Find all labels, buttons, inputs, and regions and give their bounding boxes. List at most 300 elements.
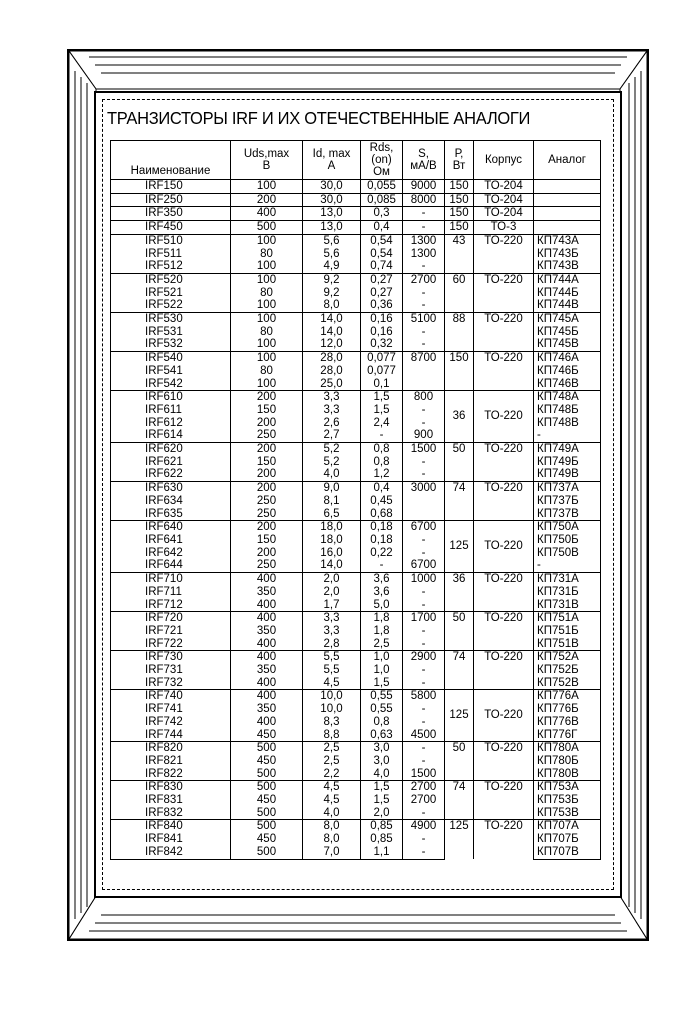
cell-id: 7,0 xyxy=(303,846,361,859)
transistor-table xyxy=(110,140,601,860)
cell-uds: 100 xyxy=(231,313,303,326)
cell-analog: КП707Б xyxy=(534,833,601,846)
cell-id: 5,2 xyxy=(303,456,361,469)
cell-name: IRF521 xyxy=(111,287,231,300)
cell-analog: КП737В xyxy=(534,508,601,521)
cell-case: ТО-220 xyxy=(474,313,534,352)
cell-id: 8,8 xyxy=(303,729,361,742)
cell-name: IRF640 xyxy=(111,521,231,534)
cell-id: 10,0 xyxy=(303,690,361,703)
cell-name: IRF614 xyxy=(111,429,231,442)
cell-s: - xyxy=(403,807,445,820)
cell-analog: КП731В xyxy=(534,599,601,612)
cell-id: 2,7 xyxy=(303,429,361,442)
cell-rds: 1,1 xyxy=(361,846,403,859)
cell-uds: 500 xyxy=(231,742,303,755)
cell-name: IRF620 xyxy=(111,443,231,456)
cell-id: 8,1 xyxy=(303,495,361,508)
table-row xyxy=(111,180,601,194)
cell-analog: КП731А xyxy=(534,573,601,586)
cell-rds: 1,8 xyxy=(361,612,403,625)
cell-id: 18,0 xyxy=(303,534,361,547)
cell-rds: 0,54 xyxy=(361,248,403,261)
header-id: Id, max А xyxy=(303,141,361,180)
cell-s: - xyxy=(403,755,445,768)
cell-s: - xyxy=(403,299,445,312)
cell-s: - xyxy=(403,326,445,339)
cell-name: IRF520 xyxy=(111,273,231,286)
cell-rds: 0,85 xyxy=(361,820,403,833)
table-row xyxy=(111,820,601,833)
cell-id: 3,3 xyxy=(303,625,361,638)
cell-analog: КП751А xyxy=(534,612,601,625)
cell-name: IRF721 xyxy=(111,625,231,638)
cell-uds: 450 xyxy=(231,729,303,742)
cell-name: IRF150 xyxy=(111,180,231,194)
cell-case: ТО-220 xyxy=(474,391,534,443)
cell-id: 3,3 xyxy=(303,612,361,625)
cell-s xyxy=(403,378,445,391)
cell-s: - xyxy=(403,638,445,651)
table-row xyxy=(111,521,601,534)
cell-id: 2,5 xyxy=(303,755,361,768)
cell-s: - xyxy=(403,833,445,846)
cell-uds: 200 xyxy=(231,521,303,534)
cell-id: 1,7 xyxy=(303,599,361,612)
cell-analog: - xyxy=(534,429,601,442)
table-body xyxy=(111,180,601,860)
cell-id: 4,5 xyxy=(303,677,361,690)
cell-name: IRF541 xyxy=(111,365,231,378)
cell-case: ТО-220 xyxy=(474,742,534,781)
cell-uds: 500 xyxy=(231,221,303,235)
outer-frame xyxy=(67,49,649,941)
cell-s: 2700 xyxy=(403,781,445,794)
cell-name: IRF720 xyxy=(111,612,231,625)
cell-id: 2,8 xyxy=(303,638,361,651)
cell-uds: 350 xyxy=(231,703,303,716)
cell-name: IRF822 xyxy=(111,768,231,781)
cell-name: IRF832 xyxy=(111,807,231,820)
cell-rds: 1,0 xyxy=(361,664,403,677)
cell-name: IRF731 xyxy=(111,664,231,677)
cell-id: 4,5 xyxy=(303,781,361,794)
cell-rds: 0,18 xyxy=(361,521,403,534)
cell-s: - xyxy=(403,338,445,351)
cell-rds: 0,1 xyxy=(361,378,403,391)
cell-s: 1000 xyxy=(403,573,445,586)
cell-s xyxy=(403,508,445,521)
cell-name: IRF542 xyxy=(111,378,231,391)
cell-case: ТО-220 xyxy=(474,234,534,273)
cell-id: 4,0 xyxy=(303,468,361,481)
cell-rds: 1,8 xyxy=(361,625,403,638)
cell-id: 13,0 xyxy=(303,207,361,221)
header-name: Наименование xyxy=(111,141,231,180)
cell-uds: 400 xyxy=(231,612,303,625)
cell-analog: КП743Б xyxy=(534,248,601,261)
cell-analog: КП707А xyxy=(534,820,601,833)
cell-s: - xyxy=(403,586,445,599)
cell-rds: 0,55 xyxy=(361,703,403,716)
cell-uds: 150 xyxy=(231,534,303,547)
table-header-row xyxy=(111,141,601,180)
cell-name: IRF512 xyxy=(111,260,231,273)
cell-rds: 0,54 xyxy=(361,234,403,247)
cell-p: 125 xyxy=(445,521,474,573)
cell-rds: 0,63 xyxy=(361,729,403,742)
header-s: S, мА/В xyxy=(403,141,445,180)
cell-case: ТО-220 xyxy=(474,482,534,521)
cell-uds: 400 xyxy=(231,573,303,586)
cell-id: 2,2 xyxy=(303,768,361,781)
cell-name: IRF642 xyxy=(111,547,231,560)
table-row xyxy=(111,742,601,755)
cell-name: IRF610 xyxy=(111,391,231,404)
cell-case: ТО-220 xyxy=(474,612,534,651)
cell-s: 2900 xyxy=(403,651,445,664)
cell-uds: 100 xyxy=(231,273,303,286)
cell-id: 10,0 xyxy=(303,703,361,716)
cell-id: 9,2 xyxy=(303,273,361,286)
cell-uds: 100 xyxy=(231,180,303,194)
table-row xyxy=(111,482,601,495)
cell-id: 30,0 xyxy=(303,180,361,194)
cell-p: 150 xyxy=(445,207,474,221)
cell-s: 3000 xyxy=(403,482,445,495)
cell-analog: КП753Б xyxy=(534,794,601,807)
cell-case: ТО-3 xyxy=(474,221,534,235)
cell-name: IRF722 xyxy=(111,638,231,651)
cell-rds: 2,5 xyxy=(361,638,403,651)
cell-rds: 3,0 xyxy=(361,742,403,755)
cell-rds: - xyxy=(361,559,403,572)
cell-rds: 0,18 xyxy=(361,534,403,547)
table-row xyxy=(111,207,601,221)
cell-name: IRF540 xyxy=(111,352,231,365)
cell-analog: КП745Б xyxy=(534,326,601,339)
cell-s: - xyxy=(403,846,445,859)
cell-name: IRF635 xyxy=(111,508,231,521)
cell-s: 1700 xyxy=(403,612,445,625)
cell-analog: КП753В xyxy=(534,807,601,820)
table-row xyxy=(111,352,601,365)
cell-name: IRF744 xyxy=(111,729,231,742)
cell-s: 4900 xyxy=(403,820,445,833)
cell-rds: 1,5 xyxy=(361,391,403,404)
cell-id: 5,2 xyxy=(303,443,361,456)
cell-uds: 500 xyxy=(231,781,303,794)
cell-s: - xyxy=(403,417,445,430)
cell-s: - xyxy=(403,625,445,638)
cell-analog: КП737А xyxy=(534,482,601,495)
cell-uds: 400 xyxy=(231,599,303,612)
cell-uds: 200 xyxy=(231,193,303,207)
cell-p: 125 xyxy=(445,690,474,742)
cell-id: 5,5 xyxy=(303,664,361,677)
cell-name: IRF841 xyxy=(111,833,231,846)
cell-uds: 500 xyxy=(231,768,303,781)
cell-id: 2,0 xyxy=(303,586,361,599)
cell-rds: 1,5 xyxy=(361,404,403,417)
cell-rds: 0,32 xyxy=(361,338,403,351)
cell-analog: КП746В xyxy=(534,378,601,391)
cell-case: ТО-204 xyxy=(474,180,534,194)
cell-rds: 0,085 xyxy=(361,193,403,207)
cell-uds: 200 xyxy=(231,391,303,404)
cell-rds: 0,055 xyxy=(361,180,403,194)
cell-analog: КП753А xyxy=(534,781,601,794)
cell-rds: 1,2 xyxy=(361,468,403,481)
cell-s: 2700 xyxy=(403,273,445,286)
table-row xyxy=(111,313,601,326)
cell-analog: КП780Б xyxy=(534,755,601,768)
cell-name: IRF250 xyxy=(111,193,231,207)
cell-analog: КП751В xyxy=(534,638,601,651)
cell-uds: 400 xyxy=(231,207,303,221)
cell-rds: 2,4 xyxy=(361,417,403,430)
cell-s: 1500 xyxy=(403,768,445,781)
cell-id: 14,0 xyxy=(303,559,361,572)
cell-p: 43 xyxy=(445,234,474,273)
table-row xyxy=(111,221,601,235)
cell-id: 4,5 xyxy=(303,794,361,807)
cell-rds: 0,8 xyxy=(361,456,403,469)
cell-id: 14,0 xyxy=(303,313,361,326)
cell-rds: 0,16 xyxy=(361,326,403,339)
cell-id: 6,5 xyxy=(303,508,361,521)
cell-s: - xyxy=(403,742,445,755)
cell-analog: КП743А xyxy=(534,234,601,247)
header-rds: Rds, (on) Ом xyxy=(361,141,403,180)
cell-s: 9000 xyxy=(403,180,445,194)
cell-rds: 4,0 xyxy=(361,768,403,781)
table-row xyxy=(111,612,601,625)
cell-analog: КП746А xyxy=(534,352,601,365)
cell-s: 5800 xyxy=(403,690,445,703)
cell-s: 800 xyxy=(403,391,445,404)
cell-s: - xyxy=(403,456,445,469)
cell-uds: 250 xyxy=(231,559,303,572)
cell-case: ТО-220 xyxy=(474,573,534,612)
cell-s: - xyxy=(403,260,445,273)
cell-rds: 0,68 xyxy=(361,508,403,521)
cell-uds: 450 xyxy=(231,794,303,807)
cell-s: 1300 xyxy=(403,234,445,247)
cell-analog: КП707В xyxy=(534,846,601,859)
cell-rds: 3,0 xyxy=(361,755,403,768)
cell-uds: 400 xyxy=(231,638,303,651)
cell-s: - xyxy=(403,664,445,677)
cell-s: - xyxy=(403,534,445,547)
cell-p: 50 xyxy=(445,612,474,651)
cell-s: - xyxy=(403,716,445,729)
cell-uds: 400 xyxy=(231,677,303,690)
cell-uds: 500 xyxy=(231,846,303,859)
cell-rds: 0,077 xyxy=(361,365,403,378)
cell-id: 12,0 xyxy=(303,338,361,351)
cell-analog: КП752Б xyxy=(534,664,601,677)
cell-name: IRF532 xyxy=(111,338,231,351)
table-row xyxy=(111,690,601,703)
cell-name: IRF611 xyxy=(111,404,231,417)
cell-s: 900 xyxy=(403,429,445,442)
cell-uds: 450 xyxy=(231,755,303,768)
cell-rds: 0,36 xyxy=(361,299,403,312)
cell-analog: КП743В xyxy=(534,260,601,273)
cell-name: IRF831 xyxy=(111,794,231,807)
cell-s: - xyxy=(403,207,445,221)
table-sheet xyxy=(102,99,614,890)
cell-uds: 350 xyxy=(231,664,303,677)
cell-name: IRF522 xyxy=(111,299,231,312)
cell-uds: 100 xyxy=(231,352,303,365)
table-row xyxy=(111,443,601,456)
cell-rds: 0,27 xyxy=(361,273,403,286)
cell-p: 150 xyxy=(445,352,474,391)
cell-analog: КП776Г xyxy=(534,729,601,742)
cell-name: IRF622 xyxy=(111,468,231,481)
cell-name: IRF450 xyxy=(111,221,231,235)
cell-s: 1500 xyxy=(403,443,445,456)
cell-rds: 0,74 xyxy=(361,260,403,273)
cell-uds: 80 xyxy=(231,365,303,378)
cell-id: 18,0 xyxy=(303,521,361,534)
cell-uds: 100 xyxy=(231,234,303,247)
cell-id: 28,0 xyxy=(303,365,361,378)
cell-analog: КП748Б xyxy=(534,404,601,417)
cell-analog: КП745А xyxy=(534,313,601,326)
cell-uds: 400 xyxy=(231,651,303,664)
cell-id: 4,0 xyxy=(303,807,361,820)
cell-name: IRF641 xyxy=(111,534,231,547)
table-row xyxy=(111,273,601,286)
cell-uds: 350 xyxy=(231,625,303,638)
cell-id: 2,6 xyxy=(303,417,361,430)
cell-id: 9,0 xyxy=(303,482,361,495)
cell-case: ТО-220 xyxy=(474,781,534,820)
cell-analog: КП750Б xyxy=(534,534,601,547)
cell-case: ТО-220 xyxy=(474,690,534,742)
cell-analog: КП737Б xyxy=(534,495,601,508)
cell-s: - xyxy=(403,547,445,560)
cell-analog: КП744В xyxy=(534,299,601,312)
cell-name: IRF840 xyxy=(111,820,231,833)
cell-uds: 500 xyxy=(231,807,303,820)
cell-rds: 0,077 xyxy=(361,352,403,365)
cell-uds: 250 xyxy=(231,495,303,508)
cell-id: 9,2 xyxy=(303,287,361,300)
cell-uds: 100 xyxy=(231,260,303,273)
cell-uds: 200 xyxy=(231,547,303,560)
cell-rds: 0,4 xyxy=(361,221,403,235)
cell-analog: КП731Б xyxy=(534,586,601,599)
cell-rds: 0,45 xyxy=(361,495,403,508)
cell-rds: 1,5 xyxy=(361,677,403,690)
cell-p: 74 xyxy=(445,651,474,690)
cell-name: IRF621 xyxy=(111,456,231,469)
cell-id: 8,3 xyxy=(303,716,361,729)
cell-uds: 400 xyxy=(231,690,303,703)
cell-case: ТО-220 xyxy=(474,521,534,573)
cell-name: IRF712 xyxy=(111,599,231,612)
cell-id: 13,0 xyxy=(303,221,361,235)
cell-case: ТО-220 xyxy=(474,443,534,482)
cell-name: IRF350 xyxy=(111,207,231,221)
cell-uds: 80 xyxy=(231,248,303,261)
cell-name: IRF711 xyxy=(111,586,231,599)
cell-s: 8000 xyxy=(403,193,445,207)
cell-name: IRF820 xyxy=(111,742,231,755)
cell-id: 5,6 xyxy=(303,248,361,261)
table-row xyxy=(111,651,601,664)
cell-p: 150 xyxy=(445,180,474,194)
cell-s: 8700 xyxy=(403,352,445,365)
cell-analog: КП746Б xyxy=(534,365,601,378)
cell-case: ТО-220 xyxy=(474,651,534,690)
cell-s: - xyxy=(403,287,445,300)
cell-id: 30,0 xyxy=(303,193,361,207)
cell-name: IRF630 xyxy=(111,482,231,495)
page-title: ТРАНЗИСТОРЫ IRF И ИХ ОТЕЧЕСТВЕННЫЕ АНАЛОГИ xyxy=(107,109,531,129)
cell-id: 8,0 xyxy=(303,299,361,312)
cell-p: 60 xyxy=(445,273,474,312)
cell-uds: 200 xyxy=(231,468,303,481)
cell-analog: КП749В xyxy=(534,468,601,481)
cell-rds: 0,8 xyxy=(361,443,403,456)
cell-rds: 0,4 xyxy=(361,482,403,495)
cell-p: 74 xyxy=(445,781,474,820)
table-row xyxy=(111,234,601,247)
cell-rds: 0,55 xyxy=(361,690,403,703)
cell-uds: 200 xyxy=(231,443,303,456)
cell-name: IRF644 xyxy=(111,559,231,572)
cell-analog xyxy=(534,180,601,194)
cell-uds: 200 xyxy=(231,417,303,430)
cell-p: 88 xyxy=(445,313,474,352)
cell-analog: КП752А xyxy=(534,651,601,664)
cell-s: - xyxy=(403,703,445,716)
cell-s xyxy=(403,495,445,508)
cell-uds: 200 xyxy=(231,482,303,495)
header-p: Р, Вт xyxy=(445,141,474,180)
cell-s: - xyxy=(403,468,445,481)
cell-rds: 1,5 xyxy=(361,794,403,807)
cell-s: - xyxy=(403,599,445,612)
cell-analog xyxy=(534,221,601,235)
cell-p: 150 xyxy=(445,221,474,235)
header-uds: Uds,max В xyxy=(231,141,303,180)
inner-frame xyxy=(94,91,622,898)
cell-name: IRF830 xyxy=(111,781,231,794)
cell-analog: КП749А xyxy=(534,443,601,456)
cell-p: 50 xyxy=(445,742,474,781)
table-row xyxy=(111,781,601,794)
cell-id: 28,0 xyxy=(303,352,361,365)
cell-uds: 250 xyxy=(231,508,303,521)
header-case: Корпус xyxy=(474,141,534,180)
cell-s: 6700 xyxy=(403,559,445,572)
header-analog: Аналог xyxy=(534,141,601,180)
cell-analog: КП751Б xyxy=(534,625,601,638)
cell-uds: 100 xyxy=(231,299,303,312)
cell-p: 36 xyxy=(445,573,474,612)
cell-case: ТО-204 xyxy=(474,193,534,207)
cell-uds: 500 xyxy=(231,820,303,833)
cell-analog xyxy=(534,193,601,207)
cell-name: IRF710 xyxy=(111,573,231,586)
cell-analog: КП776Б xyxy=(534,703,601,716)
